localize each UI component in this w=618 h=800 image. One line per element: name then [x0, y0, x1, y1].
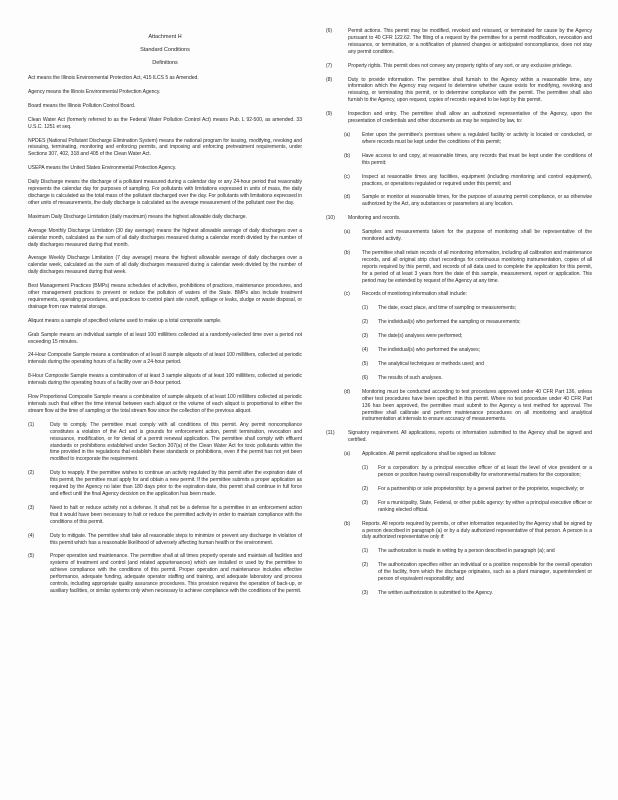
item-text: Enter upon the permittee's premises where a regulated facility or activity is located or conducted, or where records must be kept under the conditions of this permit; — [362, 131, 592, 145]
item-number: (2) — [362, 562, 369, 569]
item-number: (1) — [362, 548, 369, 555]
item-text: The analytical techniques or methods used; and — [378, 361, 484, 367]
item-number: (3) — [362, 499, 369, 506]
condition-subitem — [344, 174, 592, 188]
item-number: (1) — [362, 465, 369, 472]
item-number: (8) — [326, 76, 333, 83]
attachment-label: Attachment H — [148, 34, 182, 40]
definition-paragraph: USEPA means the United States Environmental Protection Agency. — [28, 165, 177, 172]
item-text: Duty to provide information. The permittee shall furnish to the Agency within a reasonable time, any information which the Agency may request to determine whether cause exists for modifying, revoking and reissuing, or terminating this permit, or to determine compliance with the permit. The permittee shall also furnish to the Agency, upon request, copies of records required to be kept by this permit. — [348, 76, 592, 104]
item-text: Sample or monitor at reasonable times, for the purpose of assuring permit compliance, or as otherwise authorized by the Act, any substances or parameters at any location. — [362, 194, 592, 208]
item-text: The authorization is made in writing by a person described in paragraph (a); and — [378, 548, 555, 555]
condition-item — [28, 553, 302, 594]
item-number: (5) — [362, 361, 369, 367]
condition-subitem — [362, 500, 592, 514]
item-number: (1) — [28, 421, 35, 428]
item-number: (c) — [344, 173, 350, 180]
item-number: (3) — [362, 333, 369, 340]
definition-paragraph: Act means the Illinois Environmental Protection Act, 415 ILCS 5 as Amended. — [28, 75, 199, 81]
condition-subitem — [344, 153, 592, 167]
condition-subitem — [362, 347, 592, 354]
item-number: (3) — [28, 504, 35, 511]
condition-item — [326, 430, 592, 444]
item-number: (11) — [326, 430, 335, 437]
item-text: Inspection and entry. The permittee shall allow an authorized representative of the Agency, upon the presentation of credentials and other documents as may be required by law, to: — [348, 111, 592, 125]
item-text: Signatory requirement. All applications, reports or information submitted to the Agency shall be signed and certified. — [348, 430, 592, 444]
definition-paragraph: Aliquot means a sample of specified volume used to make up a total composite sample. — [28, 317, 222, 324]
item-number: (2) — [362, 319, 369, 326]
condition-item — [326, 28, 592, 56]
item-text: The date, exact place, and time of sampling or measurements; — [378, 305, 516, 312]
condition-item — [326, 77, 592, 105]
condition-subitem — [344, 451, 592, 458]
definition-paragraph: Average Weekly Discharge Limitation (7 day average) means the highest allowable average of daily discharges over a calendar week, calculated as the sum of all daily discharges measured during a calendar week divided by the number of daily discharges measured during that week. — [28, 255, 302, 276]
item-text: Need to halt or reduce activity not a defense. It shall not be a defense for a permittee in an enforcement action that it would have been necessary to halt or reduce the permitted activity in order to maintain compliance with the conditions of this permit. — [50, 504, 302, 525]
condition-subitem — [362, 562, 592, 583]
right-column-body — [326, 28, 592, 597]
item-text: For a corporation: by a principal executive officer of at least the level of vice president or a person or position having overall responsibility for environmental matters for the corporation; — [378, 465, 592, 478]
condition-subitem — [362, 465, 592, 479]
condition-subitem — [362, 590, 592, 597]
item-text: Duty to mitigate. The permittee shall take all reasonable steps to minimize or prevent any discharge in violation of this permit which has a reasonable likelihood of adversely affecting human health or the environment. — [50, 532, 302, 546]
item-text: The date(s) analyses were performed; — [378, 333, 463, 340]
item-number: (9) — [326, 111, 333, 118]
condition-item — [326, 111, 592, 125]
item-number: (3) — [362, 589, 369, 596]
condition-subitem — [344, 291, 592, 298]
item-text: The authorization specifies either an individual or a position responsible for the overall operation of the facility, from which the discharge originates, such as a plant manager, superintendent or person of equivalent responsibility; and — [378, 562, 592, 583]
item-number: (4) — [28, 532, 35, 539]
definition-paragraph: Grab Sample means an individual sample of at least 100 milliliters collected at a randomly-selected time over a period not exceeding 15 minutes. — [28, 331, 302, 345]
item-text: The results of such analyses. — [378, 374, 443, 381]
definition-paragraph: Flow Proportional Composite Sample means a combination of sample aliquots of at least 100 milliliters collected at periodic intervals such that either the time interval between each aliquot or the volume of each aliquot is proportional to either the stream flow at the time of sampling or the total stream flow since the collection of the previous aliquot. — [28, 394, 302, 414]
item-text: Duty to comply. The permittee must comply with all conditions of this permit. Any permit noncompliance constitutes a violation of the Act and is grounds for enforcement action, permit termination, revocation and reissuance, modification, or for denial of a permit renewal application. The permittee shall comply with effluent standards or prohibitions established under Section 307(a) of the Clean Water Act for toxic pollutants within the time provided in the regulations that establish these standards or prohibitions, even if the permit has not yet been modified to incorporate the requirement. — [50, 421, 302, 463]
condition-subitem — [362, 305, 592, 312]
definition-paragraph: Board means the Illinois Pollution Control Board. — [28, 102, 136, 109]
condition-subitem — [344, 389, 592, 424]
left-column — [28, 0, 302, 800]
condition-subitem — [362, 333, 592, 340]
condition-item — [326, 215, 592, 222]
condition-item — [326, 63, 592, 70]
definition-paragraph: Agency means the Illinois Environmental Protection Agency. — [28, 88, 161, 95]
item-number: (b) — [344, 520, 351, 527]
item-text: For a municipality, State, Federal, or other public agency: by either a principal executive officer or ranking elected official. — [378, 499, 592, 513]
item-text: Duty to reapply. If the permittee wishes to continue an activity regulated by this permit after the expiration date of this permit, the permittee must apply for and obtain a new permit. If the permittee submits a proper application as required by the Agency no later than 180 days prior to the expiration date, this permit shall continue in full force and effect until the final Agency decision on the application has been made. — [50, 470, 302, 497]
item-number: (d) — [344, 194, 351, 201]
condition-subitem — [362, 486, 592, 493]
item-number: (1) — [362, 305, 369, 312]
definition-paragraph: 24-Hour Composite Sample means a combination of at least 8 sample aliquots of at least 100 milliliters, collected at periodic intervals during the operating hours of a facility over a 24-hour period. — [28, 352, 302, 366]
definition-paragraph: Maximum Daily Discharge Limitation (daily maximum) means the highest allowable daily discharge. — [28, 213, 247, 220]
condition-item — [28, 533, 302, 547]
condition-subitem — [362, 375, 592, 382]
item-text: The individual(s) who performed the sampling or measurements; — [378, 319, 521, 326]
condition-subitem — [344, 194, 592, 208]
condition-item — [28, 470, 302, 498]
item-number: (b) — [344, 152, 351, 159]
item-text: Monitoring must be conducted according to test procedures approved under 40 CFR Part 136, unless other test procedures have been specified in this permit. Where no test procedure under 40 CFR Part 136 has been approved, the permittee must submit to the Agency a test method for approval. The permittee shall calibrate and perform maintenance procedures on all monitoring and analytical instrumentation at intervals to ensure accuracy of measurements. — [362, 388, 592, 423]
definition-paragraph: Best Management Practices (BMPs) means schedules of activities, prohibitions of practices, maintenance procedures, and other management practices to prevent or reduce the pollution of waters of the State. BMPs also include treatment requirements, operating procedures, and practices to control plant site runoff, spillage or leaks, sludge or waste disposal, or drainage from raw material storage. — [28, 283, 302, 310]
item-number: (7) — [326, 62, 333, 69]
item-text: Permit actions. This permit may be modified, revoked and reissued, or terminated for cause by the Agency pursuant to 40 CFR 122.62. The filing of a request by the permittee for a permit modification, revocation and reissuance, or termination, or a notification of planned changes or anticipated noncompliance, does not stay any permit condition. — [348, 28, 592, 55]
definition-paragraph: Clean Water Act (formerly referred to as the Federal Water Pollution Control Act) means Pub. L 92-500, as amended. 33 U.S.C. 1251 et seq. — [28, 116, 302, 130]
item-number: (c) — [344, 291, 350, 298]
definition-paragraph: Daily Discharge means the discharge of a pollutant measured during a calendar day or any 24-hour period that reasonably represents the calendar day for purposes of sampling. For pollutants with limitations expressed in units of mass, the daily discharge is calculated as the total mass of the pollutant discharged over the day. For pollutants with limitations expressed in other units of measurements, the daily discharge is calculated as the average measurement of the pollutant over the day. — [28, 179, 302, 206]
item-number: (a) — [344, 229, 351, 236]
item-number: (a) — [344, 131, 351, 138]
definition-paragraph: Average Monthly Discharge Limitation (30 day average) means the highest allowable average of daily discharges over a calendar month, calculated as the sum of all daily discharges measured during a calendar month divided by the number of daily discharges measured during that month. — [28, 227, 302, 248]
item-number: (d) — [344, 388, 351, 395]
condition-item — [28, 505, 302, 526]
item-text: The permittee shall retain records of all monitoring information, including all calibration and maintenance records, and all original strip chart recordings for continuous monitoring instrumentation, copies of all reports required by this permit, and records of all data used to complete the application for this permit, for a period of at least 3 years from the date of this sample, measurement, report or application. This period may be extended by request of the Agency at any time. — [362, 249, 592, 284]
item-number: (6) — [362, 374, 369, 381]
condition-subitem — [362, 361, 592, 368]
condition-subitem — [344, 521, 592, 542]
document-title: Standard Conditions — [140, 47, 190, 53]
section-heading: Definitions — [152, 60, 178, 66]
item-text: Monitoring and records. — [348, 215, 401, 222]
item-text: Application. All permit applications shall be signed as follows: — [362, 451, 497, 458]
item-number: (a) — [344, 451, 351, 458]
item-text: Have access to and copy, at reasonable times, any records that must be kept under the conditions of this permit; — [362, 152, 592, 166]
item-number: (2) — [362, 485, 369, 492]
item-number: (6) — [326, 28, 333, 34]
item-number: (4) — [362, 347, 369, 354]
item-text: Reports. All reports required by permits, or other information requested by the Agency shall be signed by a person described in paragraph (a) or by a duly authorized representative of that person. A person is a duly authorized representative only if: — [362, 520, 592, 541]
condition-subitem — [344, 250, 592, 285]
condition-subitem — [362, 319, 592, 326]
item-text: The individual(s) who performed the analyses; — [378, 347, 480, 354]
item-text: Records of monitoring information shall include: — [362, 291, 467, 298]
right-column — [326, 0, 592, 800]
item-text: For a partnership or sole proprietorship: by a general partner or the proprietor, respectively; or — [378, 485, 585, 492]
item-text: Samples and measurements taken for the purpose of monitoring shall be representative of the monitored activity. — [362, 229, 592, 243]
condition-subitem — [344, 132, 592, 146]
item-number: (10) — [326, 215, 335, 222]
item-text: Proper operation and maintenance. The permittee shall at all times properly operate and maintain all facilities and systems of treatment and control (and related appurtenances) which are installed or used by the permittee to achieve compliance with the conditions of this permit. Proper operation and maintenance includes effective performance, adequate funding, adequate operator staffing and training, and adequate laboratory and process controls, including appropriate quality assurance procedures. This provision requires the operation of back-up, or auxiliary facilities, or similar systems only when necessary to achieve compliance with the conditions of the permit. — [50, 553, 302, 594]
definition-paragraph: 8-Hour Composite Sample means a combination of at least 3 sample aliquots of at least 100 milliliters, collected at periodic intervals during the operating hours of a facility over an 8-hour period. — [28, 373, 302, 387]
item-number: (2) — [28, 470, 35, 477]
item-text: The written authorization is submitted to the Agency. — [378, 589, 494, 596]
condition-subitem — [344, 229, 592, 243]
item-text: Inspect at reasonable times any facilities, equipment (including monitoring and control equipment), practices, or operations regulated or required under this permit; and — [362, 173, 592, 187]
condition-item — [28, 422, 302, 463]
left-column-body — [28, 75, 302, 595]
definition-paragraph: NPDES (National Pollutant Discharge Elimination System) means the national program for issuing, modifying, revoking and reissuing, terminating, monitoring and enforcing permits, and imposing and enforcing pretreatment requirements, under Sections 307, 402, 318 and 405 of the Clean Water Act. — [28, 137, 302, 158]
item-number: (b) — [344, 249, 351, 256]
item-text: Property rights. This permit does not convey any property rights of any sort, or any exclusive privilege. — [348, 62, 573, 69]
condition-subitem — [362, 548, 592, 555]
item-number: (5) — [28, 553, 35, 560]
